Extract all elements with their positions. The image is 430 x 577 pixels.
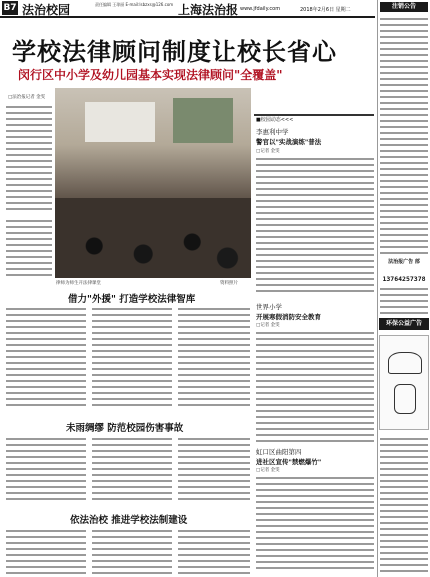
main-headline: 学校法律顾问制度让校长省心 (12, 38, 337, 66)
section-heading-1: 借力"外援" 打造学校法律智库 (68, 294, 196, 305)
body-text (6, 218, 52, 278)
article-photo (55, 88, 251, 278)
body-text (178, 306, 250, 410)
issue-date: 2018年2月6日 星期二 (300, 7, 351, 13)
sidebar-byline-1: □记者 金雯 (256, 149, 280, 154)
ad-title: 法治报广告 部 (388, 259, 420, 265)
editor-credits: 责任编辑 王琼丽 E-mail:lsbzxs@126.com (95, 2, 174, 7)
sidebar-school-1: 李惠利中学 (256, 128, 289, 136)
section-heading-2: 未雨绸缪 防范校园伤害事故 (66, 423, 184, 434)
blackboard (173, 98, 233, 143)
projection-screen (85, 102, 155, 142)
notices-header: 注销公告 (380, 2, 428, 12)
sidebar-byline-2: □记者 金雯 (256, 323, 280, 328)
sidebar-school-3: 虹口区曲阳第四 (256, 448, 302, 456)
page-number: B7 (3, 3, 17, 13)
sketch-shape (394, 384, 416, 414)
body-text (178, 528, 250, 574)
audience (55, 198, 251, 278)
masthead: 上海法治报 (178, 3, 239, 17)
ad-text (380, 286, 428, 314)
photo-credit: 资料照片 (220, 281, 238, 286)
sidebar-byline-3: □记者 金雯 (256, 468, 280, 473)
sidebar-text (256, 330, 374, 442)
public-service-ad-title: 环保公益广告 (379, 318, 429, 330)
sketch-shape (388, 352, 422, 374)
ad-phone: 13764257378 (382, 275, 426, 283)
body-text (92, 436, 172, 502)
sidebar-text (256, 156, 374, 296)
body-text (92, 306, 172, 410)
photo-caption: 律师为师生开法律课堂 (56, 281, 101, 286)
sidebar-text (256, 475, 374, 573)
main-byline: □法治报记者 金雯 (8, 95, 46, 100)
sidebar-title-3: 进社区宣传"禁燃爆竹" (256, 458, 322, 466)
masthead-url: www.jfdaily.com (240, 6, 281, 12)
section-heading-3: 依法治校 推进学校法制建设 (70, 515, 188, 526)
main-subhead: 闵行区中小学及幼儿园基本实现法律顾问"全覆盖" (18, 68, 283, 82)
sidebar-title-1: 警官以"实战演练"普法 (256, 138, 322, 146)
body-text (6, 436, 86, 502)
sidebar-title-2: 开展寒假消防安全教育 (256, 313, 321, 321)
body-text (92, 528, 172, 574)
notice-text (380, 436, 428, 574)
body-text (6, 306, 86, 410)
body-text (178, 436, 250, 502)
intro-text (6, 104, 52, 214)
sidebar-school-2: 世界小学 (256, 303, 282, 311)
section-title: 法治校园 (22, 3, 71, 17)
public-service-ad-illustration (379, 335, 429, 430)
body-text (6, 528, 86, 574)
sidebar-header: ■校园动态<<< (254, 114, 374, 122)
page-header (0, 0, 375, 18)
notice-text (380, 16, 428, 256)
